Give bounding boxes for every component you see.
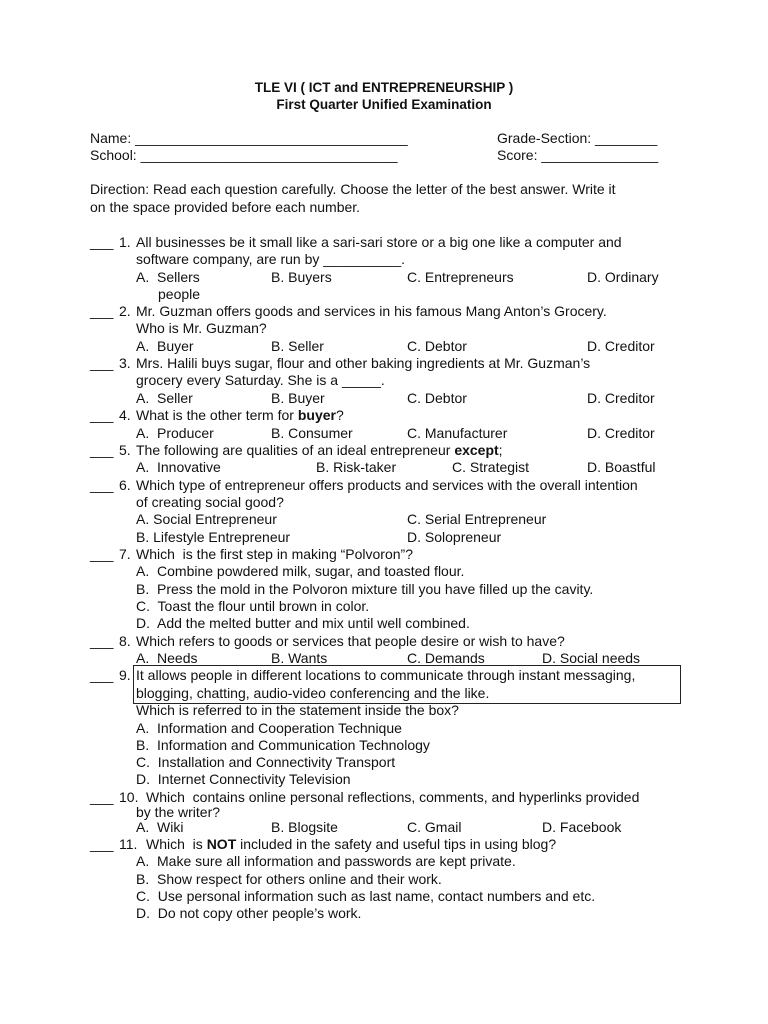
choice-a: A. Wiki bbox=[136, 819, 184, 835]
answer-blank: ___ bbox=[90, 234, 114, 250]
question-text-prefix: What is the other term for bbox=[136, 407, 298, 423]
choice-c: C. Toast the flour until brown in color. bbox=[136, 598, 370, 614]
choice-b: B. Buyer bbox=[271, 390, 325, 406]
question-text: Mrs. Halili buys sugar, flour and other baking ingredients at Mr. Guzman’s bbox=[136, 355, 591, 371]
choice-c: C. Serial Entrepreneur bbox=[407, 511, 547, 527]
choice-a: A. Social Entrepreneur bbox=[136, 511, 277, 527]
question-text: grocery every Saturday. She is a _____. bbox=[136, 372, 385, 388]
choice-b: B. Blogsite bbox=[271, 819, 338, 835]
choice-a: A. Producer bbox=[136, 425, 214, 441]
answer-blank: ___ bbox=[90, 407, 114, 423]
boxed-statement: It allows people in different locations to communicate through instant messaging, bbox=[136, 667, 636, 683]
question-number: 7. bbox=[119, 546, 131, 562]
question-text: Which type of entrepreneur offers products and services with the overall intention bbox=[136, 477, 638, 493]
question-text: Which contains online personal reflections, comments, and hyperlinks provided bbox=[146, 789, 640, 805]
choice-d: D. Social needs bbox=[542, 650, 641, 666]
question-text-prefix: Which is bbox=[146, 836, 207, 852]
question-number: 1. bbox=[119, 234, 131, 250]
choice-b: B. Risk-taker bbox=[316, 459, 397, 475]
answer-blank: ___ bbox=[90, 836, 114, 852]
question-text-emphasis: except bbox=[454, 442, 499, 458]
choice-a: A. Make sure all information and passwords are kept private. bbox=[136, 853, 516, 869]
choice-a: A. Combine powdered milk, sugar, and toasted flour. bbox=[136, 563, 465, 579]
answer-blank: ___ bbox=[90, 789, 114, 805]
choice-b: B. Press the mold in the Polvoron mixture till you have filled up the cavity. bbox=[136, 581, 594, 597]
choice-c: C. Entrepreneurs bbox=[407, 269, 514, 285]
question-number: 10. bbox=[119, 789, 139, 805]
question-number: 3. bbox=[119, 355, 131, 371]
choice-c: C. Debtor bbox=[407, 338, 467, 354]
choice-d: D. Internet Connectivity Television bbox=[136, 771, 351, 787]
question-text-suffix: ; bbox=[498, 442, 503, 458]
direction-line-1: Direction: Read each question carefully. Choose the letter of the best answer. Write it bbox=[90, 181, 616, 197]
choice-c: C. Demands bbox=[407, 650, 485, 666]
question-text: Which refers to goods or services that people desire or wish to have? bbox=[136, 633, 565, 649]
choice-c: C. Debtor bbox=[407, 390, 467, 406]
choice-c: C. Strategist bbox=[452, 459, 530, 475]
choice-b: B. Information and Communication Technology bbox=[136, 737, 430, 753]
exam-subtitle: First Quarter Unified Examination bbox=[276, 97, 492, 112]
choice-a: A. Sellers bbox=[136, 269, 200, 285]
choice-d: D. Facebook bbox=[542, 819, 622, 835]
question-text: of creating social good? bbox=[136, 494, 284, 510]
question-text: by the writer? bbox=[136, 804, 221, 820]
answer-blank: ___ bbox=[90, 303, 114, 319]
choice-a: A. Needs bbox=[136, 650, 198, 666]
choice-b: B. Show respect for others online and their work. bbox=[136, 871, 442, 887]
answer-blank: ___ bbox=[90, 546, 114, 562]
question-text-prefix: The following are qualities of an ideal entrepreneur bbox=[136, 442, 455, 458]
exam-title: TLE VI ( ICT and ENTREPRENEURSHIP ) bbox=[254, 80, 514, 95]
choice-b: B. Buyers bbox=[271, 269, 332, 285]
choice-d: D. Creditor bbox=[587, 425, 655, 441]
choice-c: C. Use personal information such as last name, contact numbers and etc. bbox=[136, 888, 596, 904]
choice-c: C. Manufacturer bbox=[407, 425, 508, 441]
school-field: School: _________________________________ bbox=[90, 147, 398, 163]
question-text bbox=[146, 836, 556, 853]
question-number: 8. bbox=[119, 633, 131, 649]
boxed-statement: blogging, chatting, audio-video conferencing and the like. bbox=[136, 685, 490, 701]
name-field: Name: ___________________________________ bbox=[90, 130, 408, 146]
question-number: 11. bbox=[119, 836, 138, 852]
question-text-suffix: ? bbox=[335, 407, 344, 423]
choice-d: D. Creditor bbox=[587, 338, 655, 354]
question-text: All businesses be it small like a sari-sari store or a big one like a computer and bbox=[136, 234, 622, 250]
choice-a: A. Seller bbox=[136, 390, 193, 406]
question-text-emphasis: buyer bbox=[297, 407, 336, 423]
question-text bbox=[136, 407, 344, 424]
choice-d: D. Creditor bbox=[587, 390, 655, 406]
question-text-suffix: included in the safety and useful tips in using blog? bbox=[236, 836, 557, 852]
answer-blank: ___ bbox=[90, 633, 114, 649]
choice-d: D. Ordinary bbox=[587, 269, 659, 285]
question-text: Mr. Guzman offers goods and services in his famous Mang Anton’s Grocery. bbox=[136, 303, 607, 319]
question-text bbox=[136, 442, 503, 459]
choice-d: D. Boastful bbox=[587, 459, 656, 475]
choice-d: D. Solopreneur bbox=[407, 529, 502, 545]
question-text: Which is the first step in making “Polvoron”? bbox=[136, 546, 413, 562]
answer-blank: ___ bbox=[90, 442, 114, 458]
question-number: 9. bbox=[119, 667, 131, 683]
answer-blank: ___ bbox=[90, 477, 114, 493]
choice-c: C. Installation and Connectivity Transport bbox=[136, 754, 396, 770]
direction-line-2: on the space provided before each number. bbox=[90, 199, 361, 215]
answer-blank: ___ bbox=[90, 667, 114, 683]
choice-c: C. Gmail bbox=[407, 819, 462, 835]
choice-b: B. Consumer bbox=[271, 425, 353, 441]
choice-b: B. Seller bbox=[271, 338, 324, 354]
question-text: software company, are run by __________. bbox=[136, 251, 406, 267]
question-number: 6. bbox=[119, 477, 131, 493]
choice-a: A. Information and Cooperation Technique bbox=[136, 720, 402, 736]
question-number: 4. bbox=[119, 407, 131, 423]
score-field: Score: _______________ bbox=[497, 147, 659, 163]
question-number: 2. bbox=[119, 303, 131, 319]
choice-a: A. Innovative bbox=[136, 459, 221, 475]
question-number: 5. bbox=[119, 442, 131, 458]
choice-d: D. Do not copy other people’s work. bbox=[136, 905, 362, 921]
choice-continuation: people bbox=[158, 286, 201, 302]
question-text: Who is Mr. Guzman? bbox=[136, 320, 267, 336]
choice-d: D. Add the melted butter and mix until well combined. bbox=[136, 615, 470, 631]
choice-a: A. Buyer bbox=[136, 338, 194, 354]
choice-b: B. Lifestyle Entrepreneur bbox=[136, 529, 291, 545]
choice-b: B. Wants bbox=[271, 650, 328, 666]
question-text-emphasis: NOT bbox=[206, 836, 237, 852]
grade-section-field: Grade-Section: ________ bbox=[497, 130, 658, 146]
question-text: Which is referred to in the statement inside the box? bbox=[136, 702, 459, 718]
answer-blank: ___ bbox=[90, 355, 114, 371]
